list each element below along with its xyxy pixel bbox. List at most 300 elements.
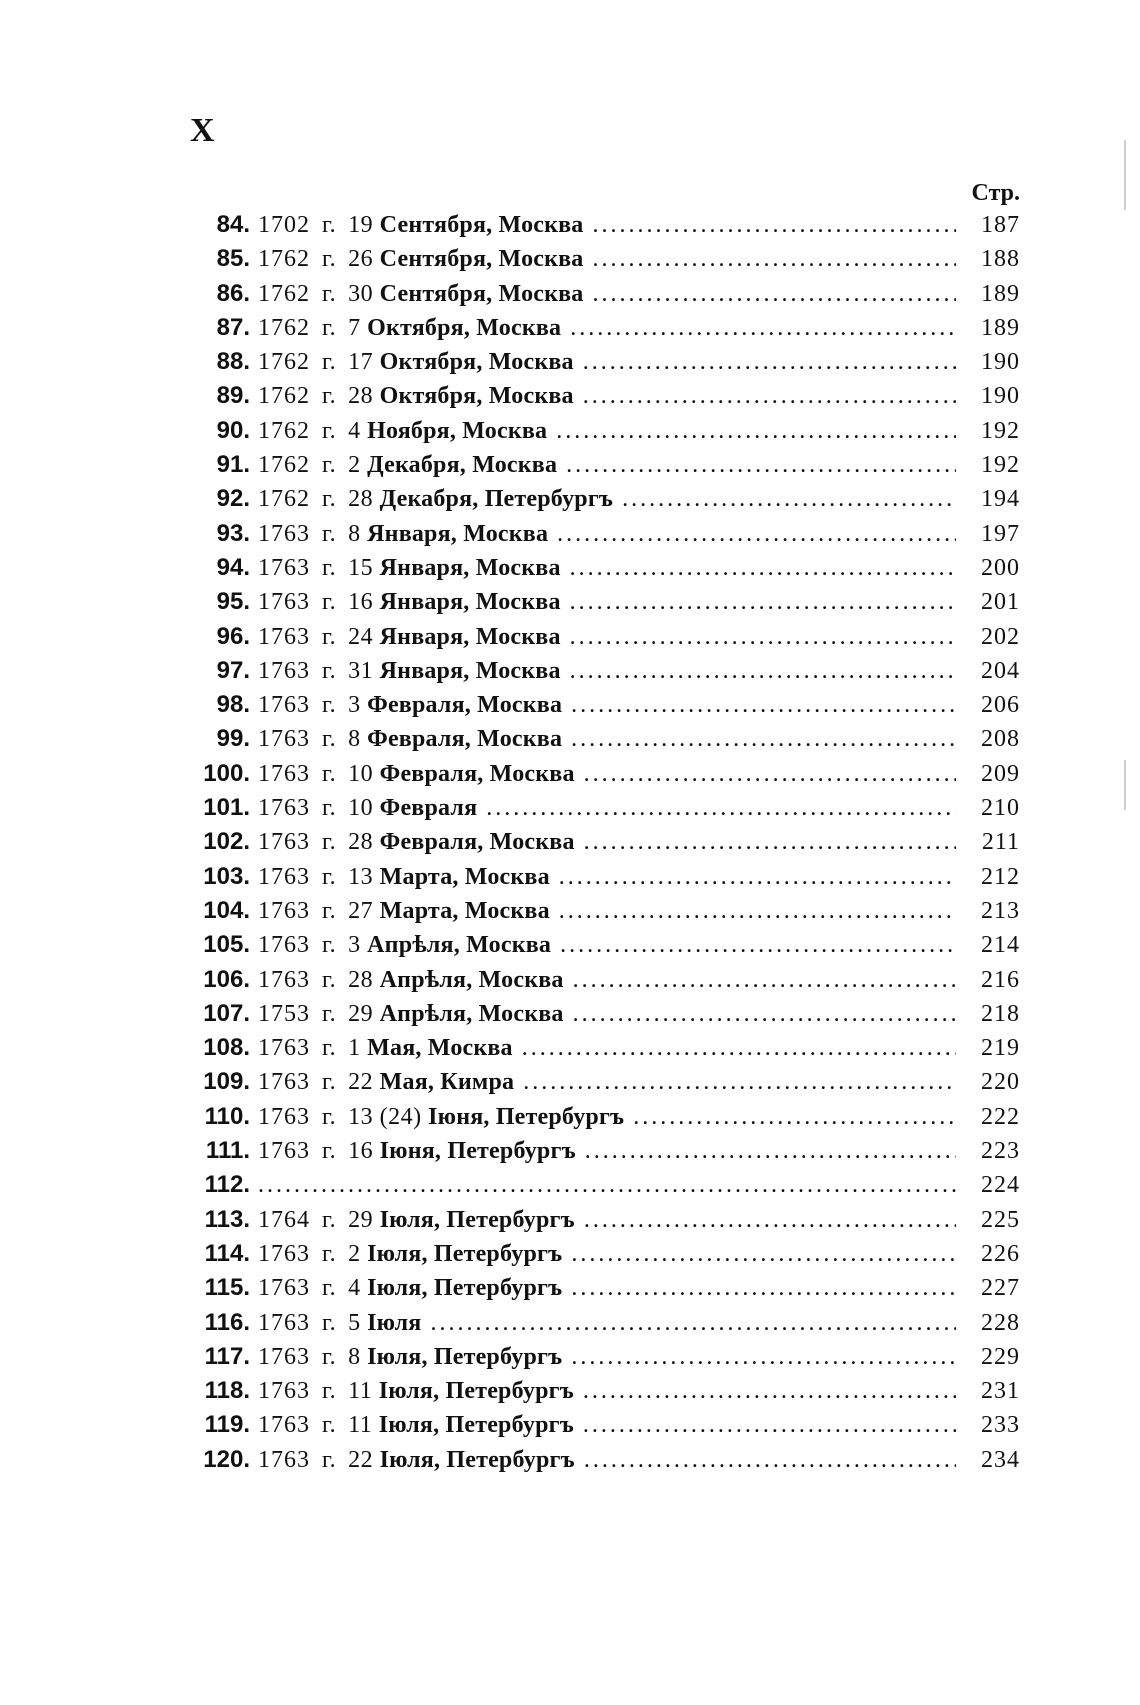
entry-year-abbrev: г. (322, 1309, 337, 1336)
entry-year-abbrev: г. (322, 1275, 337, 1302)
entry-year-abbrev: г. (322, 554, 337, 581)
entry-number (180, 1306, 250, 1340)
entry-day: 19 (348, 212, 374, 238)
toc-entry (180, 1203, 1020, 1237)
entry-number-period: . (243, 725, 250, 753)
entry-page: 194 (956, 482, 1020, 516)
entry-year-abbrev: г. (322, 1446, 337, 1473)
entry-year: 1763 (258, 554, 310, 581)
entry-month-place: Іюня, Петербургъ (379, 1138, 576, 1165)
entry-page: 187 (956, 208, 1020, 242)
entry-number-text: 96 (216, 622, 244, 650)
entry-description (258, 757, 956, 791)
entry-year: 1762 (258, 452, 310, 479)
toc-entry (180, 517, 1020, 551)
toc-entry (180, 757, 1020, 791)
entry-page: 202 (956, 620, 1020, 654)
entry-page: 189 (956, 311, 1020, 345)
entry-page: 210 (956, 791, 1020, 825)
toc-entry (180, 1065, 1020, 1099)
entry-day: 2 (348, 452, 361, 479)
entry-year: 1763 (258, 1446, 310, 1473)
entry-day: 1 (348, 1035, 361, 1062)
entry-year: 1763 (258, 657, 310, 684)
entry-year: 1763 (258, 589, 310, 616)
entry-number (180, 654, 250, 688)
entry-day: 7 (348, 314, 361, 341)
entry-number (180, 1237, 250, 1271)
entry-day: 26 (348, 246, 374, 273)
entry-description (258, 448, 956, 482)
toc-entry (180, 722, 1020, 756)
entry-year-abbrev: г. (322, 212, 337, 238)
entry-year-abbrev: г. (322, 726, 337, 753)
entry-number-period: . (243, 828, 250, 856)
entry-day: 31 (348, 657, 374, 684)
entry-page: 231 (956, 1374, 1020, 1408)
entry-number-text: 86 (216, 279, 244, 307)
entry-number-text: 105 (203, 931, 244, 959)
entry-page: 225 (956, 1203, 1020, 1237)
entry-month-place: Ноября, Москва (367, 417, 548, 444)
entry-day: 4 (348, 417, 361, 444)
toc-entry (180, 1340, 1020, 1374)
entry-page: 192 (956, 414, 1020, 448)
entry-number-text: 119 (204, 1411, 244, 1439)
entry-month-place: Марта, Москва (379, 863, 550, 890)
entry-month-place: Февраля, Москва (379, 760, 575, 787)
entry-number-period: . (243, 1239, 250, 1267)
entry-day: 2 (348, 1240, 361, 1267)
entry-description (258, 482, 956, 516)
toc-entry (180, 482, 1020, 516)
entry-year: 1763 (258, 897, 310, 924)
entry-month-place: Іюля, Петербургъ (367, 1240, 563, 1267)
entry-description (258, 1408, 956, 1442)
entry-page: 206 (956, 688, 1020, 722)
entry-description (258, 208, 956, 242)
entry-number-text: 104 (203, 896, 244, 924)
scan-edge-mark (1124, 760, 1126, 810)
entry-number (180, 517, 250, 551)
entry-year: 1763 (258, 1103, 310, 1130)
entry-number-period: . (243, 759, 250, 787)
toc-entry (180, 688, 1020, 722)
entry-month-place: Апрѣля, Москва (379, 1000, 564, 1027)
entry-description (258, 379, 956, 413)
entry-page: 224 (956, 1168, 1020, 1202)
toc-entry (180, 311, 1020, 345)
toc-entry (180, 825, 1020, 859)
entry-month-place: Февраля (379, 795, 478, 822)
entry-number-text: 92 (216, 485, 244, 513)
entry-number-period: . (243, 1068, 250, 1096)
entry-year-abbrev: г. (322, 383, 337, 410)
entry-month-place: Декабря, Петербургъ (379, 486, 614, 513)
entry-number-text: 95 (216, 588, 244, 616)
toc-entry (180, 379, 1020, 413)
toc-entry (180, 345, 1020, 379)
entry-number-text: 99 (216, 725, 244, 753)
toc-entry (180, 1134, 1020, 1168)
entry-day: 24 (348, 623, 374, 650)
entry-year-abbrev: г. (322, 1103, 337, 1130)
entry-year: 1763 (258, 932, 310, 959)
entry-number-period: . (243, 622, 250, 650)
entry-number-text: 91 (216, 451, 244, 479)
entry-description (258, 414, 956, 448)
entry-page: 223 (956, 1134, 1020, 1168)
entry-number-period: . (243, 1377, 250, 1405)
entry-year-abbrev: г. (322, 1000, 337, 1027)
entry-page: 197 (956, 517, 1020, 551)
entry-number-period: . (243, 519, 250, 547)
entry-number-text: 97 (216, 656, 244, 684)
entry-description (258, 997, 956, 1031)
entry-number-text: 120 (203, 1445, 244, 1473)
entry-description (258, 722, 956, 756)
entry-number-period: . (243, 999, 250, 1027)
entry-number-period: . (243, 416, 250, 444)
entry-number-period: . (243, 656, 250, 684)
entry-year-abbrev: г. (322, 623, 337, 650)
entry-number-text: 85 (216, 245, 244, 273)
entry-page: 219 (956, 1031, 1020, 1065)
entry-number (180, 1031, 250, 1065)
entry-year: 1763 (258, 1138, 310, 1165)
entry-number-text: 94 (216, 553, 244, 581)
entry-year: 1763 (258, 795, 310, 822)
entry-number-text: 109 (203, 1068, 244, 1096)
entry-year-abbrev: г. (322, 1206, 337, 1233)
entry-number-period: . (243, 1171, 250, 1199)
entry-number (180, 1168, 250, 1202)
toc-entry (180, 1374, 1020, 1408)
entry-number-period: . (243, 382, 250, 410)
entry-day: 30 (348, 280, 374, 307)
entry-number-period: . (243, 1342, 250, 1370)
entry-number-text: 117 (204, 1342, 244, 1370)
entry-year-abbrev: г. (322, 314, 337, 341)
entry-number-period: . (243, 1137, 250, 1165)
table-of-contents (180, 208, 1020, 1477)
entry-month-place: Февраля, Москва (367, 692, 563, 719)
entry-month-place: Января, Москва (379, 589, 561, 616)
entry-year-abbrev: г. (322, 280, 337, 307)
entry-description (258, 654, 956, 688)
entry-description (258, 1031, 956, 1065)
entry-year-abbrev: г. (322, 520, 337, 547)
entry-month-place: Іюля, Петербургъ (367, 1343, 563, 1370)
entry-day: 8 (348, 520, 361, 547)
toc-entry (180, 448, 1020, 482)
entry-description (258, 1374, 956, 1408)
entry-number-period: . (243, 211, 250, 238)
toc-entry (180, 860, 1020, 894)
entry-year-abbrev: г. (322, 417, 337, 444)
entry-number-text: 88 (216, 348, 244, 376)
entry-year-abbrev: г. (322, 1035, 337, 1062)
entry-day: 4 (348, 1275, 361, 1302)
entry-year-abbrev: г. (322, 1240, 337, 1267)
entry-month-place: Сентября, Москва (379, 212, 584, 238)
toc-entry (180, 277, 1020, 311)
entry-number-period: . (243, 965, 250, 993)
entry-month-place: Сентября, Москва (379, 246, 584, 273)
entry-page: 190 (956, 379, 1020, 413)
entry-month-place: Апрѣля, Москва (379, 966, 564, 993)
entry-number (180, 688, 250, 722)
entry-year-abbrev: г. (322, 452, 337, 479)
entry-number (180, 1134, 250, 1168)
entry-number-period: . (243, 348, 250, 376)
entry-day: 3 (348, 932, 361, 959)
entry-year: 1762 (258, 246, 310, 273)
entry-month-place: Марта, Москва (379, 897, 550, 924)
entry-description (258, 620, 956, 654)
entry-page: 222 (956, 1100, 1020, 1134)
entry-number-text: 107 (203, 999, 244, 1027)
toc-entry (180, 1031, 1020, 1065)
entry-page: 220 (956, 1065, 1020, 1099)
entry-number-period: . (243, 485, 250, 513)
entry-number-text: 87 (216, 313, 244, 341)
entry-year-abbrev: г. (322, 1138, 337, 1165)
entry-number-text: 115 (204, 1274, 244, 1302)
entry-number-text: 93 (216, 519, 244, 547)
entry-number-period: . (243, 1411, 250, 1439)
entry-page: 211 (956, 825, 1020, 859)
entry-year-abbrev: г. (322, 932, 337, 959)
toc-entry (180, 963, 1020, 997)
toc-entry (180, 997, 1020, 1031)
entry-page: 216 (956, 963, 1020, 997)
entry-number-text: 102 (203, 828, 244, 856)
entry-year: 1763 (258, 829, 310, 856)
entry-description (258, 791, 956, 825)
entry-number-text: 84 (216, 211, 244, 238)
entry-description (258, 517, 956, 551)
toc-entry (180, 1168, 1020, 1202)
entry-number-text: 106 (203, 965, 244, 993)
entry-year: 1763 (258, 863, 310, 890)
entry-description (258, 1271, 956, 1305)
entry-year: 1763 (258, 1378, 310, 1405)
entry-day: 11 (348, 1412, 373, 1439)
entry-day: 29 (348, 1000, 374, 1027)
entry-year-abbrev: г. (322, 246, 337, 273)
entry-month-place: Іюля (367, 1309, 422, 1336)
entry-number-period: . (243, 588, 250, 616)
toc-entry (180, 1271, 1020, 1305)
entry-page: 209 (956, 757, 1020, 791)
entry-number (180, 1374, 250, 1408)
entry-month-place: Февраля, Москва (379, 829, 575, 856)
entry-day: 15 (348, 554, 374, 581)
entry-year: 1762 (258, 349, 310, 376)
entry-year: 1763 (258, 1309, 310, 1336)
scan-edge-mark (1124, 140, 1126, 210)
entry-number (180, 1065, 250, 1099)
entry-year: 1753 (258, 1000, 310, 1027)
entry-page: 200 (956, 551, 1020, 585)
entry-year: 1763 (258, 1412, 310, 1439)
entry-year-abbrev: г. (322, 1412, 337, 1439)
entry-number (180, 551, 250, 585)
entry-number (180, 860, 250, 894)
entry-day: 10 (348, 795, 374, 822)
entry-number-text: 89 (216, 382, 244, 410)
toc-entry (180, 894, 1020, 928)
entry-month-place: Февраля, Москва (367, 726, 563, 753)
entry-number (180, 208, 250, 242)
entry-day: 8 (348, 1343, 361, 1370)
entry-number (180, 379, 250, 413)
entry-number-text: 111 (205, 1137, 244, 1165)
entry-year: 1763 (258, 1275, 310, 1302)
entry-year: 1762 (258, 280, 310, 307)
toc-entry (180, 1443, 1020, 1477)
toc-entry (180, 242, 1020, 276)
entry-number (180, 414, 250, 448)
toc-entry (180, 208, 1020, 242)
entry-month-place: Мая, Кимра (379, 1069, 515, 1096)
entry-year-abbrev: г. (322, 760, 337, 787)
entry-year: 1763 (258, 726, 310, 753)
entry-number (180, 894, 250, 928)
entry-month-place: Октября, Москва (367, 314, 562, 341)
entry-year: 1763 (258, 760, 310, 787)
entry-year-abbrev: г. (322, 829, 337, 856)
entry-day: 27 (348, 897, 374, 924)
page-column-header: Стр. (971, 180, 1020, 206)
entry-day: 22 (348, 1069, 374, 1096)
entry-month-place: Октября, Москва (379, 383, 574, 410)
entry-description (258, 311, 956, 345)
entry-year: 1763 (258, 623, 310, 650)
entry-month-place: Января, Москва (379, 623, 561, 650)
entry-number-text: 90 (216, 416, 244, 444)
entry-description (258, 963, 956, 997)
toc-entry (180, 654, 1020, 688)
entry-page: 226 (956, 1237, 1020, 1271)
entry-number (180, 448, 250, 482)
entry-year: 1763 (258, 692, 310, 719)
entry-number (180, 757, 250, 791)
entry-year-abbrev: г. (322, 349, 337, 376)
toc-entry (180, 928, 1020, 962)
entry-number (180, 1203, 250, 1237)
entry-day: 28 (348, 966, 374, 993)
entry-number (180, 620, 250, 654)
entry-description (258, 688, 956, 722)
entry-number (180, 277, 250, 311)
entry-number-text: 118 (204, 1377, 244, 1405)
entry-number-period: . (243, 794, 250, 822)
entry-number-period: . (243, 931, 250, 959)
toc-entry (180, 791, 1020, 825)
entry-number-period: . (243, 691, 250, 719)
entry-number-period: . (243, 896, 250, 924)
entry-month-place: Іюля, Петербургъ (379, 1206, 575, 1233)
entry-year-abbrev: г. (322, 863, 337, 890)
entry-month-place: Іюля, Петербургъ (379, 1446, 575, 1473)
entry-month-place: Января, Москва (379, 657, 561, 684)
entry-year: 1763 (258, 520, 310, 547)
entry-description (258, 860, 956, 894)
entry-description (258, 894, 956, 928)
entry-month-place: Іюля, Петербургъ (378, 1412, 574, 1439)
entry-page: 189 (956, 277, 1020, 311)
entry-description (258, 585, 956, 619)
entry-page: 213 (956, 894, 1020, 928)
entry-number-period: . (243, 1034, 250, 1062)
entry-year-abbrev: г. (322, 795, 337, 822)
entry-description (258, 1168, 956, 1202)
entry-number (180, 585, 250, 619)
entry-number (180, 1271, 250, 1305)
entry-month-place: Декабря, Москва (367, 452, 558, 479)
entry-description (258, 1134, 956, 1168)
entry-year: 1763 (258, 1035, 310, 1062)
entry-number (180, 963, 250, 997)
toc-entry (180, 1100, 1020, 1134)
entry-number-text: 103 (203, 862, 244, 890)
entry-day: 16 (348, 589, 374, 616)
toc-entry (180, 1306, 1020, 1340)
entry-year-abbrev: г. (322, 897, 337, 924)
entry-number-period: . (243, 1102, 250, 1130)
entry-description (258, 1340, 956, 1374)
entry-number-period: . (243, 1274, 250, 1302)
entry-description (258, 1065, 956, 1099)
entry-description (258, 277, 956, 311)
entry-page: 204 (956, 654, 1020, 688)
entry-number-period: . (243, 1205, 250, 1233)
entry-day: 5 (348, 1309, 361, 1336)
entry-year: 1763 (258, 1069, 310, 1096)
entry-page: 212 (956, 860, 1020, 894)
entry-page: 208 (956, 722, 1020, 756)
entry-year: 1762 (258, 383, 310, 410)
entry-description (258, 928, 956, 962)
entry-day: 13 (24) (348, 1103, 422, 1130)
entry-month-place: Іюля, Петербургъ (378, 1378, 574, 1405)
entry-page: 214 (956, 928, 1020, 962)
entry-description (258, 345, 956, 379)
entry-page: 188 (956, 242, 1020, 276)
entry-number-period: . (243, 451, 250, 479)
entry-year: 1702 (258, 212, 310, 238)
entry-year: 1762 (258, 314, 310, 341)
toc-entry (180, 414, 1020, 448)
entry-year: 1762 (258, 417, 310, 444)
entry-page: 227 (956, 1271, 1020, 1305)
entry-number-text: 101 (203, 794, 244, 822)
entry-number-text: 110 (204, 1102, 244, 1130)
entry-page: 229 (956, 1340, 1020, 1374)
entry-number (180, 482, 250, 516)
entry-number-text: 116 (204, 1308, 244, 1336)
entry-month-place: Января, Москва (367, 520, 549, 547)
entry-page: 233 (956, 1408, 1020, 1442)
entry-year: 1762 (258, 486, 310, 513)
entry-number-text: 113 (204, 1205, 244, 1233)
entry-number (180, 311, 250, 345)
entry-year-abbrev: г. (322, 692, 337, 719)
entry-year-abbrev: г. (322, 1343, 337, 1370)
entry-number-period: . (243, 1445, 250, 1473)
